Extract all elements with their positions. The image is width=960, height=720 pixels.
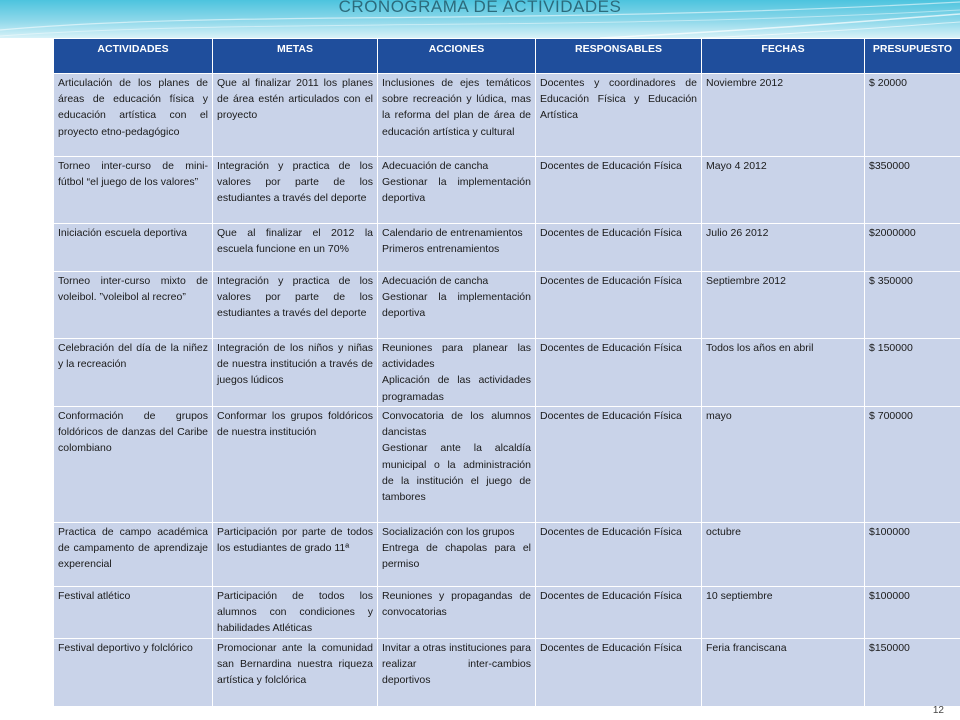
cell-acciones <box>378 157 536 224</box>
cell-meta: Integración de los niños y niñas de nuestra institución a través de juegos lúdicos <box>213 339 378 407</box>
accion-line: Reuniones para planear las actividades <box>382 342 531 371</box>
table-row <box>54 339 960 407</box>
cell-acciones <box>378 639 536 707</box>
cell-acciones <box>378 224 536 272</box>
cell-acciones <box>378 407 536 523</box>
cell-actividad: Festival deportivo y folclórico <box>54 639 213 707</box>
table-row <box>54 157 960 224</box>
header-responsables: RESPONSABLES <box>536 39 702 74</box>
accion-line: Calendario de entrenamientos <box>382 227 523 239</box>
cell-presupuesto: $ 350000 <box>865 272 960 339</box>
cell-actividad: Iniciación escuela deportiva <box>54 224 213 272</box>
cell-responsables: Docentes de Educación Física <box>536 523 702 587</box>
cell-presupuesto: $100000 <box>865 587 960 639</box>
cell-responsables: Docentes de Educación Física <box>536 639 702 707</box>
cell-meta: Integración y practica de los valores por parte de los estudiantes a través del deporte <box>213 272 378 339</box>
cell-fecha: Mayo 4 2012 <box>702 157 865 224</box>
cell-actividad: Celebración del día de la niñez y la recreación <box>54 339 213 407</box>
schedule-table <box>53 38 960 707</box>
cell-meta: Participación de todos los alumnos con condiciones y habilidades Atléticas <box>213 587 378 639</box>
cell-acciones <box>378 74 536 157</box>
accion-line: Gestionar ante la alcaldía municipal o la administración de la institución el juego de tambores <box>382 442 531 504</box>
header-actividades: ACTIVIDADES <box>54 39 213 74</box>
cell-meta: Conformar los grupos foldóricos de nuestra institución <box>213 407 378 523</box>
table-row <box>54 224 960 272</box>
cell-fecha: Noviembre 2012 <box>702 74 865 157</box>
header-metas: METAS <box>213 39 378 74</box>
cell-acciones <box>378 272 536 339</box>
cell-meta: Que al finalizar el 2012 la escuela funcione en un 70% <box>213 224 378 272</box>
cell-meta: Promocionar ante la comunidad san Bernardina nuestra riqueza artística y folclórica <box>213 639 378 707</box>
cell-meta: Participación por parte de todos los estudiantes de grado 11ª <box>213 523 378 587</box>
accion-line: Adecuación de cancha <box>382 160 489 172</box>
cell-presupuesto: $ 20000 <box>865 74 960 157</box>
cell-responsables: Docentes y coordinadores de Educación Física y Educación Artística <box>536 74 702 157</box>
slide-title: CRONOGRAMA DE ACTIVIDADES <box>338 0 622 16</box>
table-row <box>54 523 960 587</box>
cell-responsables: Docentes de Educación Física <box>536 157 702 224</box>
accion-line: Gestionar la implementación deportiva <box>382 176 531 205</box>
cell-acciones <box>378 587 536 639</box>
page-number: 12 <box>932 705 944 716</box>
accion-line: Aplicación de las actividades programadas <box>382 374 531 403</box>
cell-presupuesto: $2000000 <box>865 224 960 272</box>
cell-fecha: Septiembre 2012 <box>702 272 865 339</box>
table-header-row <box>54 39 960 74</box>
accion-line: Primeros entrenamientos <box>382 243 500 256</box>
cell-actividad: Articulación de los planes de áreas de educación física y educación artística con el proyecto etno-pedagógico <box>54 74 213 157</box>
header-presupuesto: PRESUPUESTO <box>865 39 960 74</box>
header-fechas: FECHAS <box>702 39 865 74</box>
table-row <box>54 587 960 639</box>
cell-actividad: Conformación de grupos foldóricos de danzas del Caribe colombiano <box>54 407 213 523</box>
header-acciones: ACCIONES <box>378 39 536 74</box>
cell-actividad: Festival atlético <box>54 587 213 639</box>
cell-fecha: octubre <box>702 523 865 587</box>
cell-acciones <box>378 523 536 587</box>
cell-fecha: 10 septiembre <box>702 587 865 639</box>
slide-header-band <box>0 0 960 38</box>
cell-actividad: Torneo inter-curso mixto de voleibol. ”voleibol al recreo” <box>54 272 213 339</box>
cell-fecha: Julio 26 2012 <box>702 224 865 272</box>
cell-fecha: Todos los años en abril <box>702 339 865 407</box>
cell-responsables: Docentes de Educación Física <box>536 272 702 339</box>
accion-line: Invitar a otras instituciones para realizar inter-cambios deportivos <box>382 642 531 687</box>
accion-line: Entrega de chapolas para el permiso <box>382 542 531 571</box>
cell-responsables: Docentes de Educación Física <box>536 224 702 272</box>
accion-line: Convocatoria de los alumnos dancistas <box>382 410 531 439</box>
table-row <box>54 74 960 157</box>
cell-fecha: Feria franciscana <box>702 639 865 707</box>
accion-line: Inclusiones de ejes temáticos sobre recreación y lúdica, mas la reforma del plan de área de educación artística y cultural <box>382 77 531 138</box>
table-row <box>54 272 960 339</box>
table-row <box>54 639 960 707</box>
cell-responsables: Docentes de Educación Física <box>536 407 702 523</box>
cell-meta: Integración y practica de los valores por parte de los estudiantes a través del deporte <box>213 157 378 224</box>
cell-presupuesto: $100000 <box>865 523 960 587</box>
cell-fecha: mayo <box>702 407 865 523</box>
cell-meta: Que al finalizar 2011 los planes de área estén articulados con el proyecto <box>213 74 378 157</box>
accion-line: Reuniones y propagandas de convocatorias <box>382 590 531 619</box>
cell-responsables: Docentes de Educación Física <box>536 339 702 407</box>
cell-responsables: Docentes de Educación Física <box>536 587 702 639</box>
table-row <box>54 407 960 523</box>
cell-presupuesto: $ 150000 <box>865 339 960 407</box>
accion-line: Socialización con los grupos <box>382 526 515 538</box>
cell-presupuesto: $350000 <box>865 157 960 224</box>
accion-line: Gestionar la implementación deportiva <box>382 291 531 320</box>
cell-presupuesto: $150000 <box>865 639 960 707</box>
cell-actividad: Practica de campo académica de campamento de aprendizaje experencial <box>54 523 213 587</box>
accion-line: Adecuación de cancha <box>382 275 489 287</box>
cell-presupuesto: $ 700000 <box>865 407 960 523</box>
cell-actividad: Torneo inter-curso de mini-fútbol “el juego de los valores” <box>54 157 213 224</box>
cell-acciones <box>378 339 536 407</box>
schedule-table-wrapper <box>53 38 960 706</box>
